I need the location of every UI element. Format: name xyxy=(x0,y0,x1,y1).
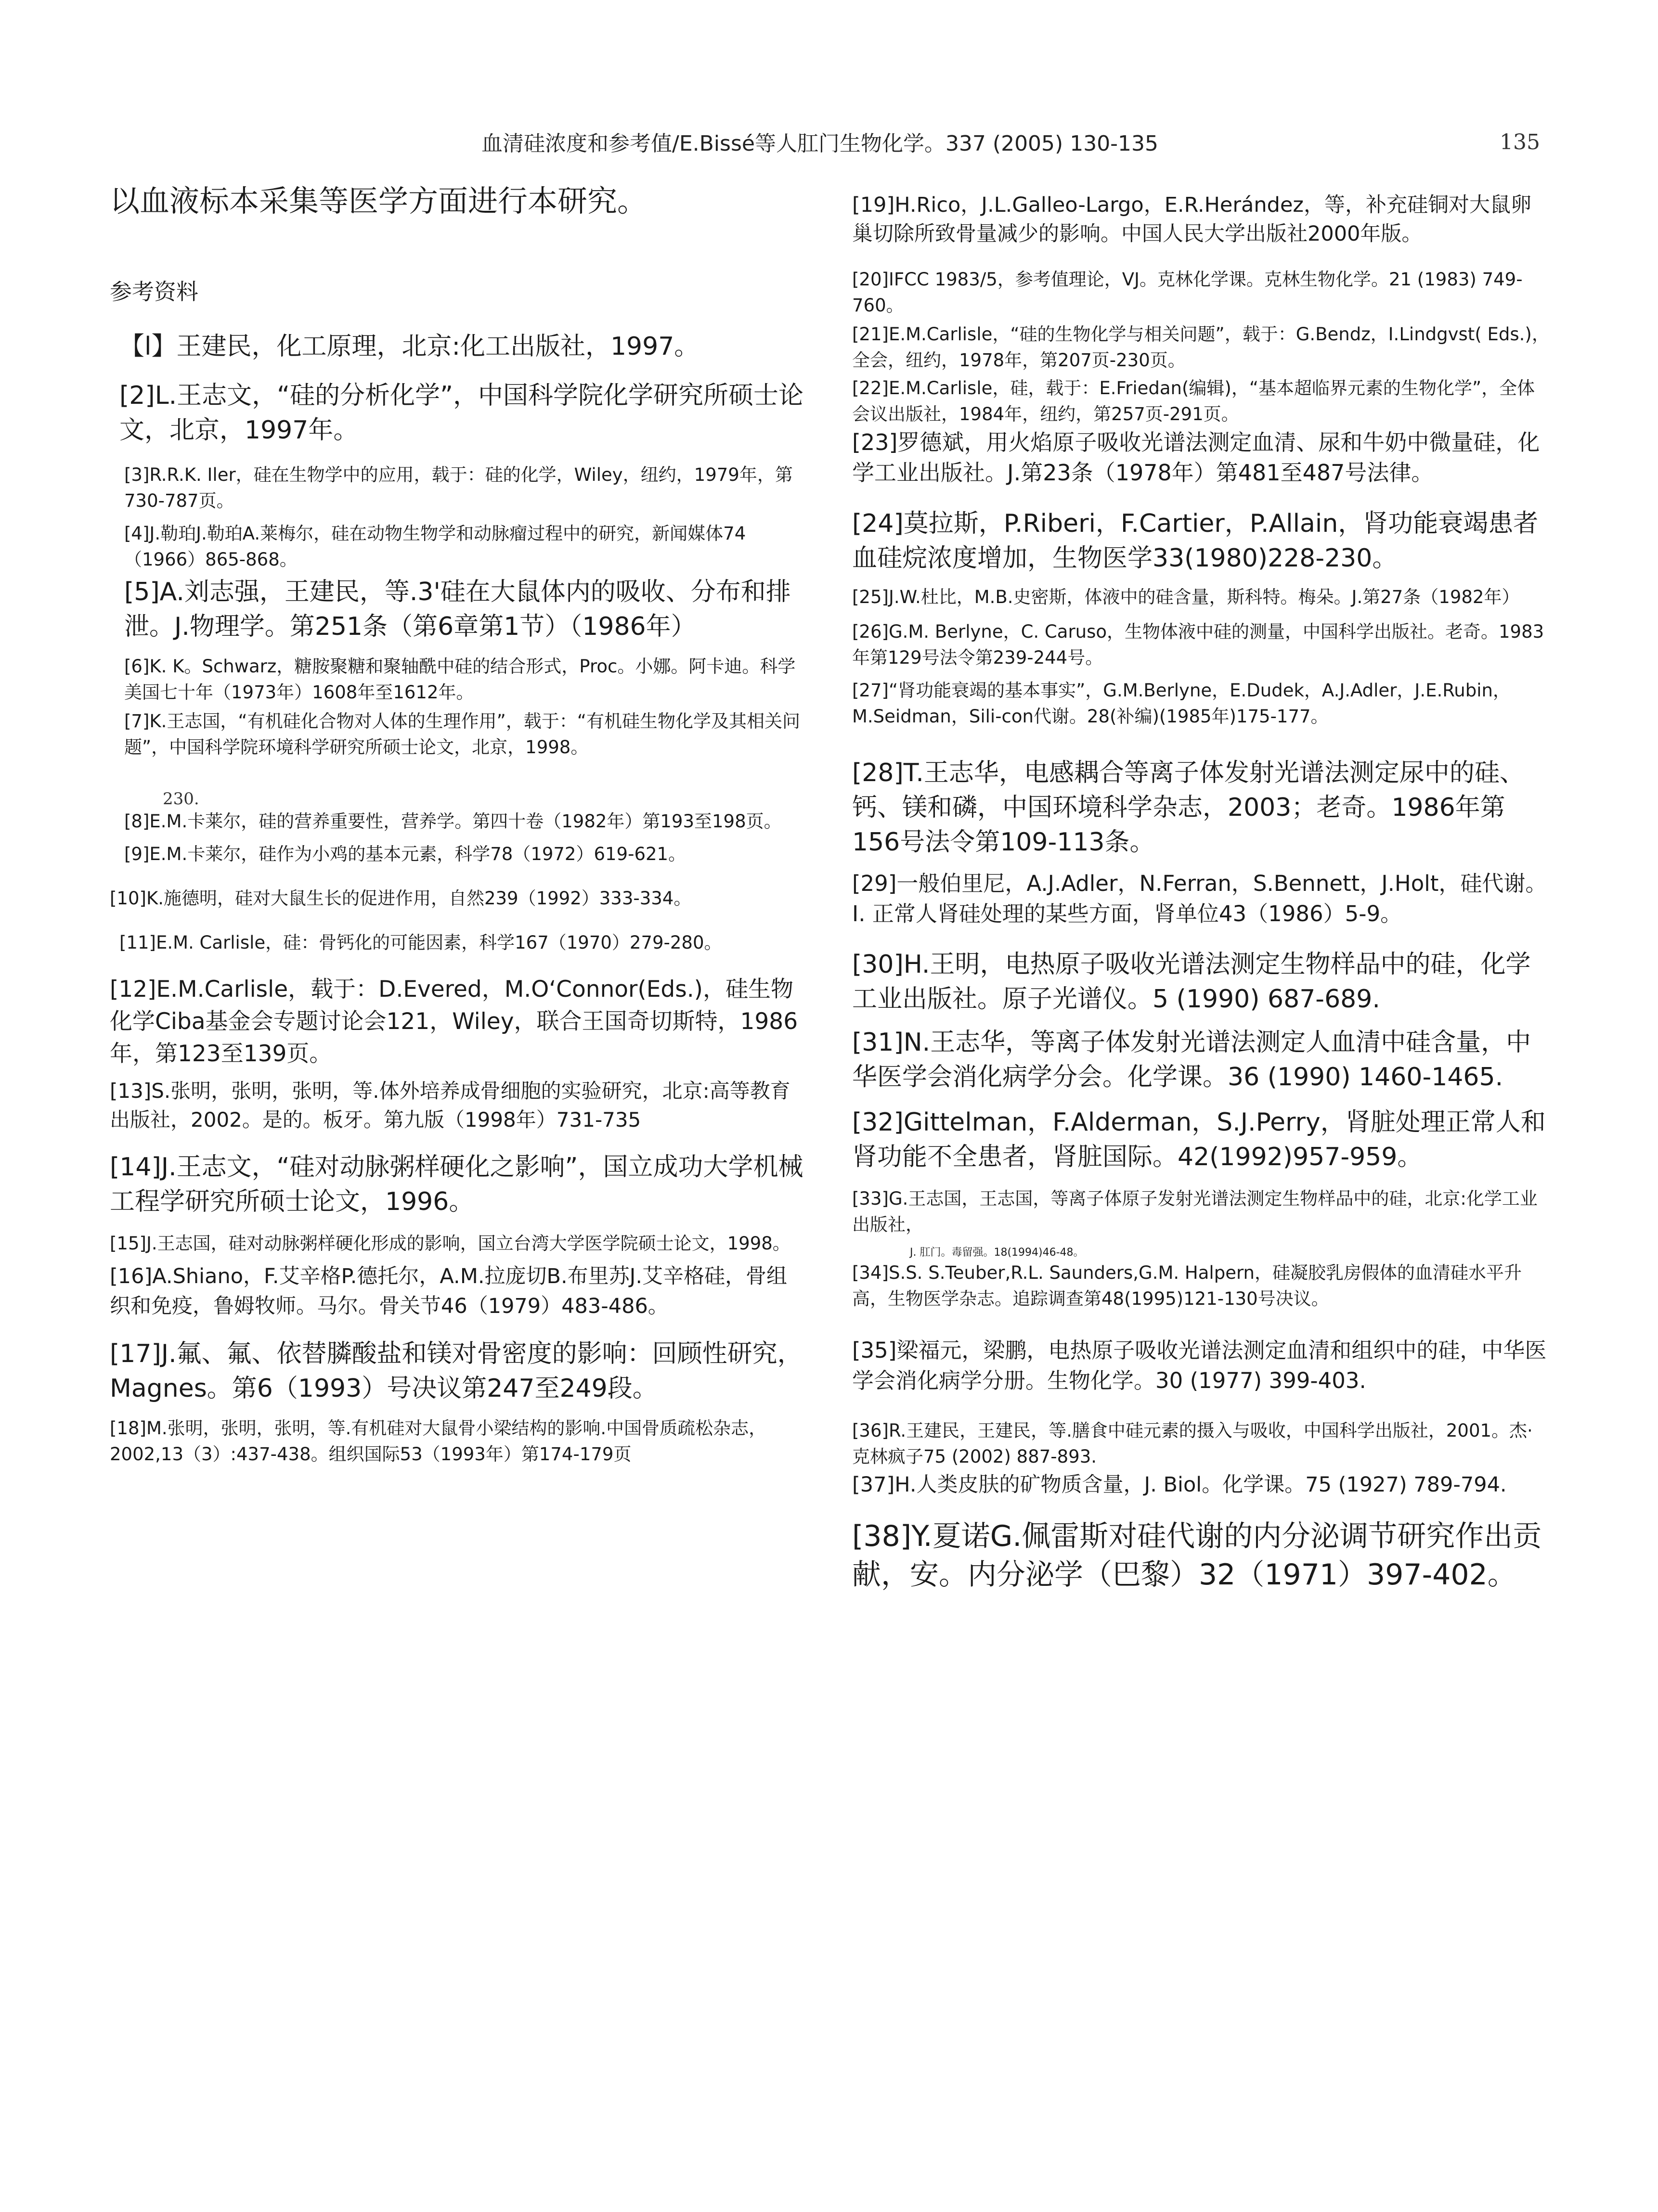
reference-21: [21]E.M.Carlisle，“硅的生物化学与相关问题”，载于：G.Bendz，I.Lindgvst( Eds.)，全会，纽约，1978年，第207页-230页。 xyxy=(852,324,1550,371)
intro-paragraph: 以血液标本采集等医学方面进行本研究。 xyxy=(110,183,648,219)
reference-10: [10]K.施德明，硅对大鼠生长的促进作用，自然239（1992）333-334。 xyxy=(110,888,692,909)
page-number: 135 xyxy=(1500,130,1540,154)
reference-35: [35]梁福元，梁鹏，电热原子吸收光谱法测定血清和组织中的硅，中华医学会消化病学分册。生物化学。30 (1977) 399-403. xyxy=(852,1337,1547,1393)
reference-26: [26]G.M. Berlyne，C. Caruso，生物体液中硅的测量，中国科学出版社。老奇。1983年第129号法令第239-244号。 xyxy=(852,621,1544,668)
reference-19: [19]H.Rico，J.L.Galleo-Largo，E.R.Herández，等，补充硅铜对大鼠卵巢切除所致骨量减少的影响。中国人民大学出版社2000年版。 xyxy=(852,193,1531,246)
reference-3: [3]R.R.K. Iler，硅在生物学中的应用，载于：硅的化学，Wiley，纽约，1979年，第730-787页。 xyxy=(124,464,793,511)
reference-24: [24]莫拉斯，P.Riberi，F.Cartier，P.Allain，肾功能衰竭患者血硅烷浓度增加，生物医学33(1980)228-230。 xyxy=(852,509,1539,573)
reference-6: [6]K. K。Schwarz，糖胺聚糖和聚轴酰中硅的结合形式，Proc。小娜。阿卡迪。科学美国七十年（1973年）1608年至1612年。 xyxy=(124,656,796,703)
reference-29: [29]一般伯里尼，A.J.Adler，N.Ferran，S.Bennett，J.Holt，硅代谢。I. 正常人肾硅处理的某些方面，肾单位43（1986）5-9。 xyxy=(852,871,1547,926)
reference-22: [22]E.M.Carlisle，硅，载于：E.Friedan(编辑)，“基本超临界元素的生物化学”，全体会议出版社，1984年，纽约，第257页-291页。 xyxy=(852,378,1535,424)
reference-7: [7]K.王志国，“有机硅化合物对人体的生理作用”，载于：“有机硅生物化学及其相关问题”，中国科学院环境科学研究所硕士论文，北京，1998。 xyxy=(124,711,800,758)
reference-1: 【l】王建民，化工原理，北京:化工出版社，1997。 xyxy=(119,332,699,361)
reference-11: [11]E.M. Carlisle，硅：骨钙化的可能因素，科学167（1970）279-280。 xyxy=(119,932,722,953)
reference-33: [33]G.王志国，王志国，等离子体原子发射光谱法测定生物样品中的硅，北京:化学工业出版社， xyxy=(852,1188,1538,1235)
reference-18: [18]M.张明，张明，张明，等.有机硅对大鼠骨小梁结构的影响.中国骨质疏松杂志，2002,13（3）:437-438。组织国际53（1993年）第174-179页 xyxy=(110,1418,767,1465)
reference-5: [5]A.刘志强，王建民，等.3'硅在大鼠体内的吸收、分布和排泄。J.物理学。第251条（第6章第1节）（1986年） xyxy=(124,578,791,641)
reference-23: [23]罗德斌，用火焰原子吸收光谱法测定血清、尿和牛奶中微量硅，化学工业出版社。J.第23条（1978年）第481至487号法律。 xyxy=(852,429,1540,486)
reference-13: [13]S.张明，张明，张明，等.体外培养成骨细胞的实验研究，北京:高等教育出版社，2002。是的。板牙。第九版（1998年）731-735 xyxy=(110,1079,790,1132)
reference-17: [17]J.氟、氟、依替膦酸盐和镁对骨密度的影响：回顾性研究，Magnes。第6（1993）号决议第247至249段。 xyxy=(110,1339,803,1403)
reference-36: [36]R.王建民，王建民，等.膳食中硅元素的摄入与吸收，中国科学出版社，2001。杰·克林疯子75 (2002) 887-893. xyxy=(852,1420,1533,1467)
reference-34: [34]S.S. S.Teuber,R.L. Saunders,G.M. Halpern，硅凝胶乳房假体的血清硅水平升高，生物医学杂志。追踪调查第48(1995)121-130号决议。 xyxy=(852,1262,1522,1309)
reference-32: [32]Gittelman，F.Alderman，S.J.Perry，肾脏处理正常人和肾功能不全患者，肾脏国际。42(1992)957-959。 xyxy=(852,1108,1546,1171)
reference-31: [31]N.王志华，等离子体发射光谱法测定人血清中硅含量，中华医学会消化病学分会。化学课。36 (1990) 1460-1465. xyxy=(852,1028,1531,1092)
reference-4: [4]J.勒珀J.勒珀A.莱梅尔，硅在动物生物学和动脉瘤过程中的研究，新闻媒体74（1966）865-868。 xyxy=(124,523,746,570)
reference-28: [28]T.王志华，电感耦合等离子体发射光谱法测定尿中的硅、钙、镁和磷，中国环境科学杂志，2003；老奇。1986年第156号法令第109-113条。 xyxy=(852,759,1525,857)
reference-33-fragment: J. 肛门。毒留强。18(1994)46-48。 xyxy=(910,1247,1084,1259)
reference-38: [38]Y.夏诺G.佩雷斯对硅代谢的内分泌调节研究作出贡献，安。内分泌学（巴黎）32（1971）397-402。 xyxy=(852,1519,1542,1592)
reference-2: [2]L.王志文，“硅的分析化学”，中国科学院化学研究所硕士论文，北京，1997年。 xyxy=(119,381,804,445)
reference-30: [30]H.王明，电热原子吸收光谱法测定生物样品中的硅，化学工业出版社。原子光谱仪。5 (1990) 687-689. xyxy=(852,950,1531,1014)
reference-14: [14]J.王志文，“硅对动脉粥样硬化之影响”，国立成功大学机械工程学研究所硕士论文，1996。 xyxy=(110,1153,803,1216)
left-column xyxy=(110,182,805,1467)
reference-9: [9]E.M.卡莱尔，硅作为小鸡的基本元素，科学78（1972）619-621。 xyxy=(124,844,687,864)
reference-16: [16]A.Shiano，F.艾辛格P.德托尔，A.M.拉庞切B.布里苏J.艾辛格硅，骨组织和免疫，鲁姆牧师。马尔。骨关节46（1979）483-486。 xyxy=(110,1264,788,1318)
stray-page-fragment: 230. xyxy=(163,789,199,809)
reference-15: [15]J.王志国，硅对动脉粥样硬化形成的影响，国立台湾大学医学院硕士论文，1998。 xyxy=(110,1233,790,1254)
references-heading: 参考资料 xyxy=(110,279,198,305)
reference-25: [25]J.W.杜比，M.B.史密斯，体液中的硅含量，斯科特。梅朵。J.第27条（1982年） xyxy=(852,587,1520,607)
reference-20: [20]IFCC 1983/5，参考值理论，VJ。克林化学课。克林生物化学。21 (1983) 749-760。 xyxy=(852,269,1523,316)
reference-8: [8]E.M.卡莱尔，硅的营养重要性，营养学。第四十卷（1982年）第193至198页。 xyxy=(124,811,782,832)
right-column xyxy=(852,191,1550,1594)
reference-37: [37]H.人类皮肤的矿物质含量，J. Biol。化学课。75 (1927) 789-794. xyxy=(852,1473,1507,1497)
running-header: 血清硅浓度和参考值/E.Bissé等人肛门生物化学。337 (2005) 130-135 xyxy=(481,131,1159,156)
reference-27: [27]“肾功能衰竭的基本事实”，G.M.Berlyne，E.Dudek，A.J.Adler，J.E.Rubin，M.Seidman，Sili-con代谢。28(补编)(1985年)175-177。 xyxy=(852,680,1511,727)
reference-12: [12]E.M.Carlisle，载于：D.Evered，M.O‘Connor(Eds.)，硅生物化学Ciba基金会专题讨论会121，Wiley，联合王国奇切斯特，1986年，第123至139页。 xyxy=(110,976,798,1067)
